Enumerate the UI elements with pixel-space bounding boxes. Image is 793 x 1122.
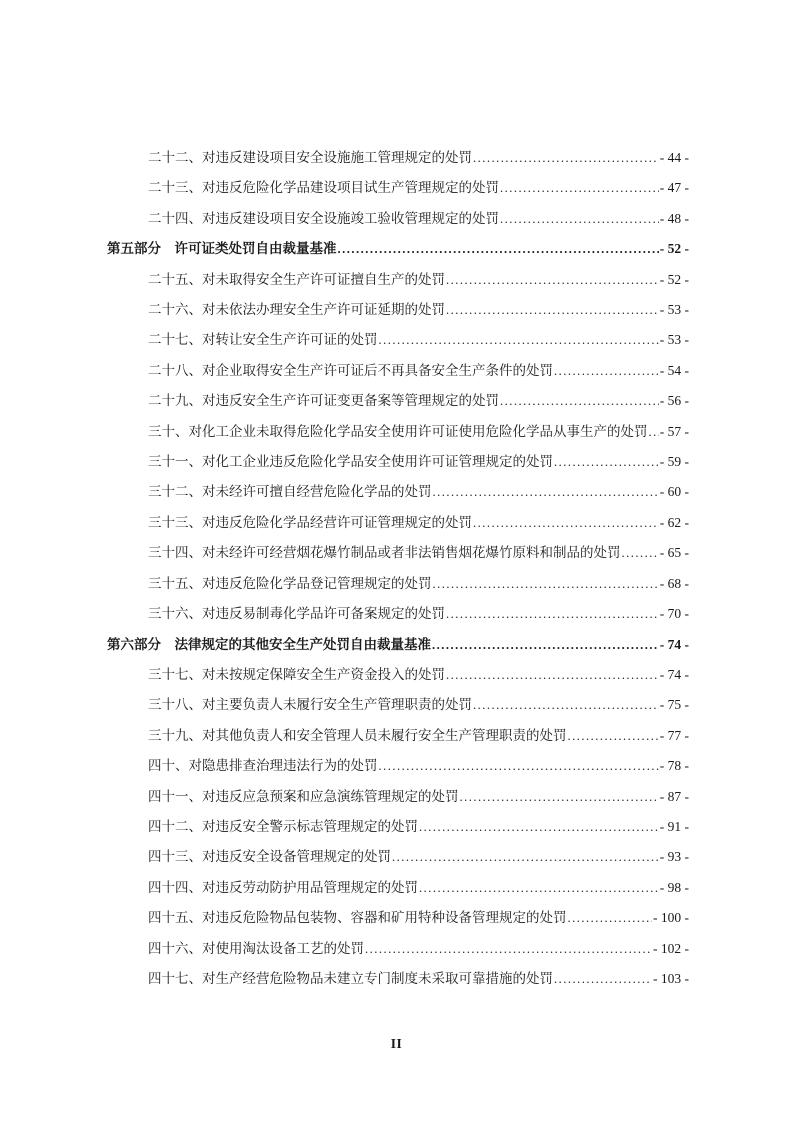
toc-entry [107, 204, 689, 234]
toc-entry-page: - 93 - [659, 849, 689, 865]
toc-entry [107, 325, 689, 355]
toc-entry [107, 538, 689, 568]
toc-entry-page: - 78 - [659, 758, 689, 774]
toc-entry-page: - 100 - [653, 910, 689, 926]
toc-dot-leader [554, 356, 659, 386]
toc-dot-leader [365, 934, 652, 964]
toc-dot-leader [433, 569, 659, 599]
toc-entry-title: 二十五、对未取得安全生产许可证擅自生产的处罚 [148, 271, 445, 287]
toc-entry-title: 三十八、对主要负责人未履行安全生产管理职责的处罚 [148, 697, 472, 713]
toc-entry-page: - 102 - [653, 940, 689, 956]
toc-entry-title: 三十六、对违反易制毒化学品许可备案规定的处罚 [148, 606, 445, 622]
toc-entry-title: 第六部分 法律规定的其他安全生产处罚自由裁量基准 [107, 636, 431, 652]
toc-entry-page: - 77 - [659, 727, 689, 743]
toc-entry-page: - 53 - [659, 332, 689, 348]
toc-entry [107, 143, 689, 173]
toc-dot-leader [500, 204, 659, 234]
toc-dot-leader [433, 477, 659, 507]
toc-entry [107, 812, 689, 842]
toc-entry-title: 第五部分 许可证类处罚自由裁量基准 [107, 241, 337, 257]
toc-dot-leader [473, 690, 659, 720]
toc-entry [107, 934, 689, 964]
toc-entry-title: 四十七、对生产经营危险物品未建立专门制度未采取可靠措施的处罚 [148, 970, 553, 986]
toc-entry-title: 四十三、对违反安全设备管理规定的处罚 [148, 849, 391, 865]
toc-entry [107, 903, 689, 933]
toc-dot-leader [473, 143, 659, 173]
toc-entry-title: 二十三、对违反危险化学品建设项目试生产管理规定的处罚 [148, 180, 499, 196]
toc-entry-page: - 87 - [659, 788, 689, 804]
toc-entry [107, 265, 689, 295]
toc-section-header [107, 234, 689, 264]
toc-entry [107, 782, 689, 812]
toc-entry [107, 447, 689, 477]
toc-entry-page: - 47 - [659, 180, 689, 196]
toc-dot-leader [338, 234, 659, 264]
toc-entry-title: 二十六、对未依法办理安全生产许可证延期的处罚 [148, 302, 445, 318]
toc-entry [107, 964, 689, 994]
toc-dot-leader [568, 903, 653, 933]
toc-entry-title: 二十四、对违反建设项目安全设施竣工验收管理规定的处罚 [148, 210, 499, 226]
toc-entry-page: - 52 - [659, 271, 689, 287]
toc-entry-page: - 60 - [659, 484, 689, 500]
toc-entry-title: 二十二、对违反建设项目安全设施施工管理规定的处罚 [148, 150, 472, 165]
toc-entry-page: - 75 - [659, 697, 689, 713]
toc-section-header [107, 630, 689, 660]
toc-entry [107, 386, 689, 416]
toc-entry-page: - 91 - [659, 818, 689, 834]
toc-entry-title: 四十一、对违反应急预案和应急演练管理规定的处罚 [148, 788, 459, 804]
toc-dot-leader [446, 295, 659, 325]
toc-entry-title: 二十九、对违反安全生产许可证变更备案等管理规定的处罚 [148, 393, 499, 409]
toc-dot-leader [419, 873, 659, 903]
toc-entry-page: - 74 - [659, 666, 689, 682]
toc-entry-title: 四十六、对使用淘汰设备工艺的处罚 [148, 940, 364, 956]
toc-entry-title: 四十二、对违反安全警示标志管理规定的处罚 [148, 818, 418, 834]
toc-entry-page: - 44 - [659, 150, 689, 165]
toc-entry-page: - 48 - [659, 210, 689, 226]
toc-entry-page: - 53 - [659, 302, 689, 318]
toc-entry [107, 873, 689, 903]
toc-entry-title: 三十三、对违反危险化学品经营许可证管理规定的处罚 [148, 514, 472, 530]
toc-dot-leader [554, 447, 659, 477]
toc-entry-title: 三十二、对未经许可擅自经营危险化学品的处罚 [148, 484, 432, 500]
toc-entry-title: 四十五、对违反危险物品包装物、容器和矿用特种设备管理规定的处罚 [148, 910, 567, 926]
toc-entry [107, 295, 689, 325]
toc-entry [107, 477, 689, 507]
toc-dot-leader [500, 173, 659, 203]
toc-entry-page: - 98 - [659, 879, 689, 895]
toc-dot-leader [392, 842, 659, 872]
page-footer [0, 1036, 793, 1052]
toc-entry-page: - 70 - [659, 606, 689, 622]
toc-entry [107, 660, 689, 690]
toc-entry-page: - 52 - [659, 241, 689, 257]
toc-entry [107, 173, 689, 203]
toc-entry [107, 569, 689, 599]
toc-entry [107, 417, 689, 447]
toc-entry [107, 842, 689, 872]
toc-dot-leader [446, 265, 659, 295]
toc-dot-leader [379, 751, 659, 781]
toc-dot-leader [419, 812, 659, 842]
toc-entry-page: - 74 - [659, 636, 689, 652]
toc-entry-page: - 54 - [659, 362, 689, 378]
page-number: II [390, 1036, 403, 1051]
toc-entry-page: - 103 - [653, 970, 689, 986]
toc-entry-title: 二十七、对转让安全生产许可证的处罚 [148, 332, 378, 348]
toc-entry-title: 三十七、对未按规定保障安全生产资金投入的处罚 [148, 666, 445, 682]
toc-entry-title: 三十四、对未经许可经营烟花爆竹制品或者非法销售烟花爆竹原料和制品的处罚 [148, 545, 621, 561]
toc-entry-title: 四十四、对违反劳动防护用品管理规定的处罚 [148, 879, 418, 895]
toc-dot-leader [622, 538, 659, 568]
table-of-contents [107, 143, 689, 994]
toc-entry [107, 599, 689, 629]
toc-dot-leader [473, 508, 659, 538]
toc-dot-leader [432, 630, 659, 660]
toc-entry [107, 690, 689, 720]
toc-entry-page: - 59 - [659, 454, 689, 470]
toc-entry-title: 三十、对化工企业未取得危险化学品安全使用许可证使用危险化学品从事生产的处罚 [148, 423, 648, 439]
toc-dot-leader [500, 386, 659, 416]
toc-dot-leader [649, 417, 659, 447]
toc-entry-page: - 62 - [659, 514, 689, 530]
toc-entry [107, 721, 689, 751]
toc-dot-leader [446, 599, 659, 629]
toc-entry [107, 751, 689, 781]
toc-entry-title: 四十、对隐患排查治理违法行为的处罚 [148, 758, 378, 774]
toc-entry-page: - 57 - [659, 423, 689, 439]
toc-dot-leader [568, 721, 659, 751]
toc-dot-leader [379, 325, 659, 355]
toc-dot-leader [460, 782, 659, 812]
toc-dot-leader [446, 660, 659, 690]
toc-entry-title: 三十五、对违反危险化学品登记管理规定的处罚 [148, 575, 432, 591]
toc-entry-title: 三十九、对其他负责人和安全管理人员未履行安全生产管理职责的处罚 [148, 727, 567, 743]
toc-entry [107, 508, 689, 538]
toc-entry-page: - 56 - [659, 393, 689, 409]
toc-dot-leader [554, 964, 652, 994]
toc-entry-title: 二十八、对企业取得安全生产许可证后不再具备安全生产条件的处罚 [148, 362, 553, 378]
toc-entry-page: - 68 - [659, 575, 689, 591]
toc-entry [107, 356, 689, 386]
toc-entry-page: - 65 - [659, 545, 689, 561]
toc-entry-title: 三十一、对化工企业违反危险化学品安全使用许可证管理规定的处罚 [148, 454, 553, 470]
